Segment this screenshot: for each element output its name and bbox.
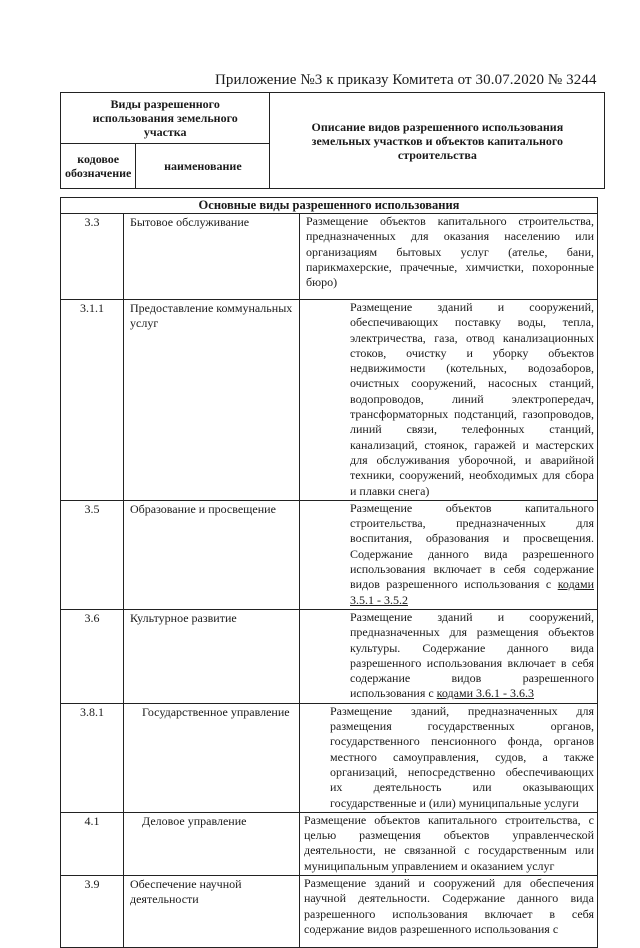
header-code: кодовое обозначение (61, 144, 136, 189)
permitted-use-table (60, 197, 598, 948)
row-code: 4.1 (61, 812, 124, 875)
row-code: 3.1.1 (61, 300, 124, 501)
row-description-text: Размещение зданий, предназначенных для размещения государственных органов, государственного пенсионного фонда, органов местного самоуправления, судов, а также организаций, непосредственно обеспечивающих их деятельность или оказывающих государственные и (или) муниципальные услуги (330, 703, 594, 810)
header-kinds: Виды разрешенного использования земельного участка (61, 93, 270, 144)
header-description: Описание видов разрешенного использования земельных участков и объектов капитального строительства (270, 93, 605, 189)
row-description-text: Размещение зданий и сооружений, обеспечивающих поставку воды, тепла, электричества, газа, отвод канализационных стоков, очистку и уборку объектов недвижимости (котельных, водозаборов, очистных сооружений, насосных станций, водопроводов, линий электропередач, трансформаторных подстанций, газопроводов, линий связи, телефонных станций, канализаций, стоянок, гаражей и мастерских для обслуживания уборочной, и аварийной техники, сооружений, необходимых для сбора и плавки снега) (350, 300, 594, 498)
codes-link[interactable]: кодами 3.6.1 - 3.6.3 (436, 686, 534, 701)
row-code: 3.8.1 (61, 703, 124, 812)
row-description (300, 875, 598, 947)
table-row (61, 812, 598, 875)
row-description (300, 500, 598, 609)
row-description-text: Размещение объектов капитального строительства, с целью размещения объектов управленческой деятельности, не связанной с государственным или муниципальным управлением и оказанием услуг (304, 812, 594, 873)
row-name: Образование и просвещение (124, 500, 300, 609)
row-description-text: Размещение зданий и сооружений, предназначенных для размещения объектов культуры. Содержание данного вида разрешенного использования включает в себя содержание видов разрешенного использования с (350, 609, 594, 701)
table-row (61, 214, 598, 300)
codes-link[interactable]: кодами 3.5.1 - 3.5.2 (350, 577, 595, 607)
row-name: Деловое управление (124, 812, 300, 875)
table-row (61, 875, 598, 947)
header-table (60, 92, 605, 189)
header-name: наименование (136, 144, 270, 189)
table-row (61, 500, 598, 609)
row-description (300, 300, 598, 501)
row-name: Бытовое обслуживание (124, 214, 300, 300)
row-code: 3.9 (61, 875, 124, 947)
row-name: Предоставление коммунальных услуг (124, 300, 300, 501)
row-name: Культурное развитие (124, 609, 300, 703)
row-name: Обеспечение научной деятельности (124, 875, 300, 947)
row-description-text: Размещение зданий и сооружений для обеспечения научной деятельности. Содержание данного вида разрешенного использования включает в себя содержание видов разрешенного использования с (304, 875, 594, 936)
table-row (61, 609, 598, 703)
row-description (300, 812, 598, 875)
row-description (300, 703, 598, 812)
row-description-text: Размещение объектов капитального строительства, предназначенных для оказания населению или организациям бытовых услуг (ателье, бани, парикмахерские, прачечные, химчистки, похоронные бюро) (306, 214, 594, 290)
row-description-text: Размещение объектов капитального строительства, предназначенных для воспитания, образования и просвещения. Содержание данного вида разрешенного использования включает в себя содержание видов разрешенного использования с (350, 500, 594, 592)
section-row (61, 198, 598, 214)
section-title: Основные виды разрешенного использования (61, 198, 598, 214)
row-name: Государственное управление (124, 703, 300, 812)
appendix-line: Приложение №3 к приказу Комитета от 30.07.2020 № 3244 (215, 72, 597, 88)
table-row (61, 300, 598, 501)
row-code: 3.3 (61, 214, 124, 300)
row-description (300, 214, 598, 300)
row-code: 3.5 (61, 500, 124, 609)
row-code: 3.6 (61, 609, 124, 703)
row-description (300, 609, 598, 703)
table-row (61, 703, 598, 812)
